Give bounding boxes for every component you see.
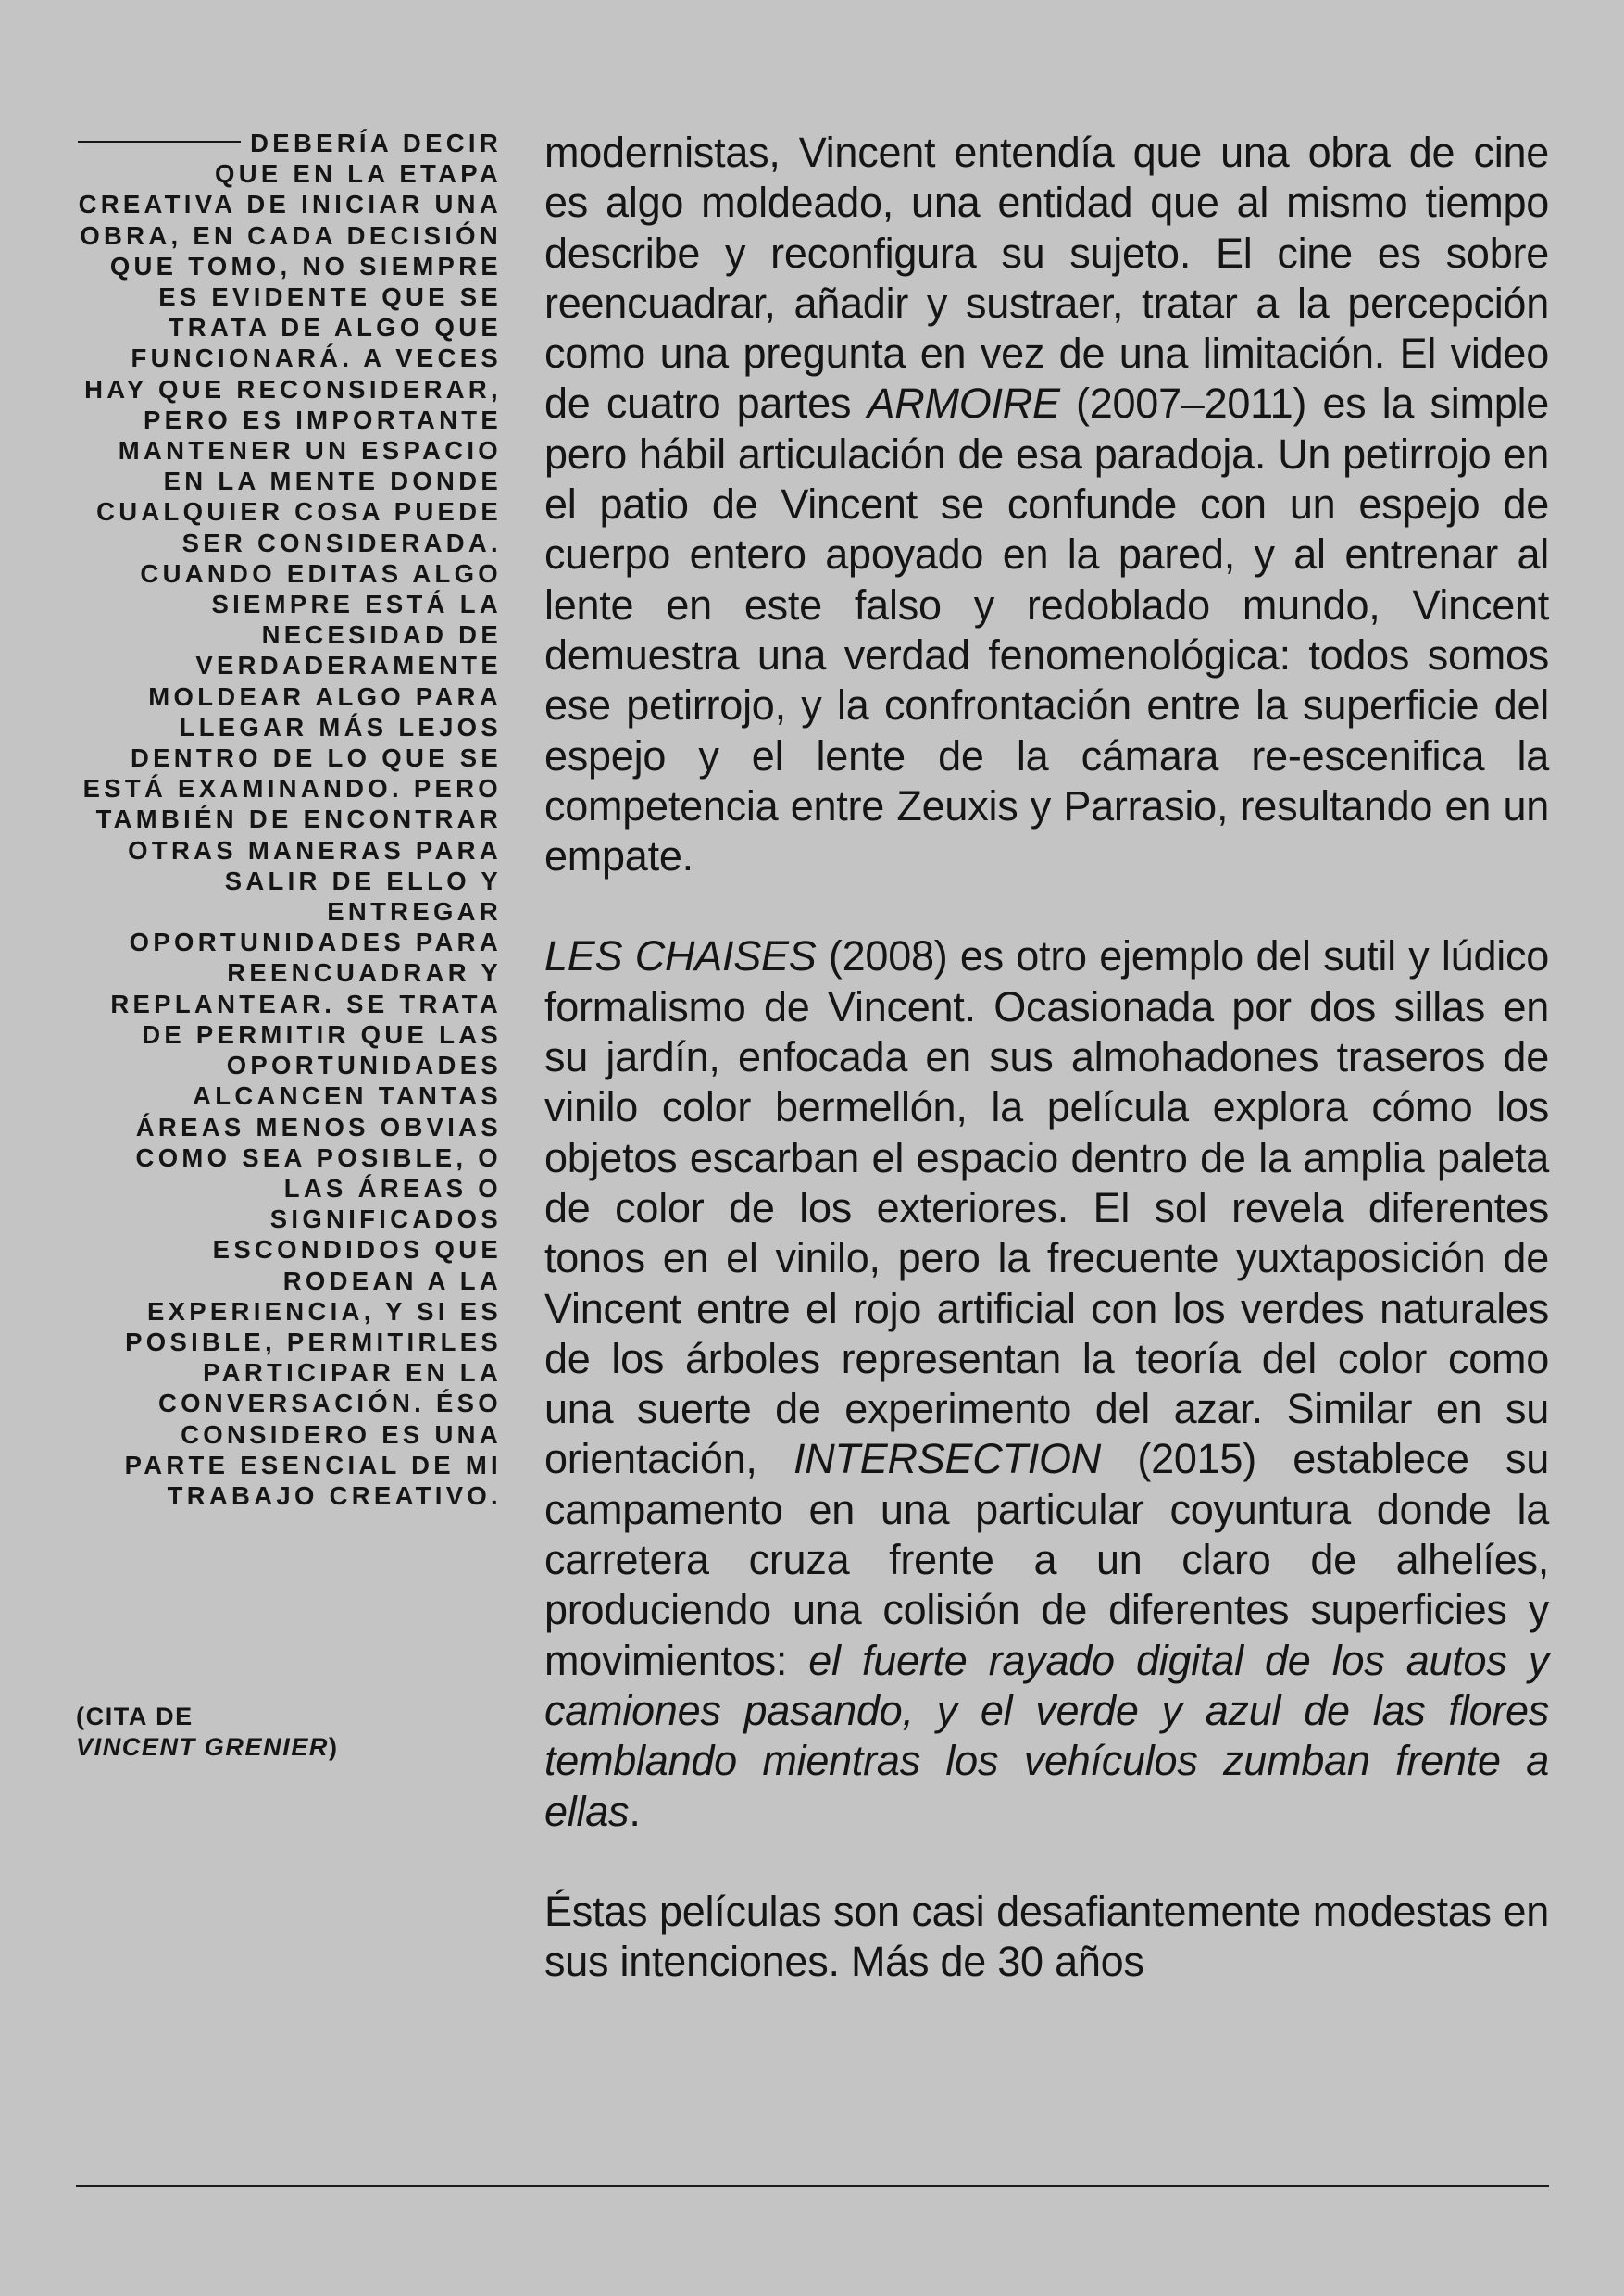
italic-run: INTERSECTION	[793, 1435, 1102, 1483]
italic-run: el fuerte rayado digital de los autos y camiones pasando, y el verde y azul de las flores temblando mientras los vehículos zumban frente a ellas	[544, 1636, 1549, 1835]
quote-citation	[76, 1702, 502, 1763]
body-text	[544, 128, 1549, 2037]
italic-run: LES CHAISES	[544, 932, 817, 980]
quote-dash	[78, 141, 241, 143]
paragraph-3	[544, 1887, 1549, 1988]
citation-name: VINCENT GRENIER	[76, 1733, 330, 1761]
citation-prefix: (CITA DE	[76, 1703, 194, 1730]
quote-text: DEBERÍA DECIR QUE EN LA ETAPA CREATIVA DE INICIAR UNA OBRA, EN CADA DECISIÓN QUE TOMO, NO SIEMPRE ES EVIDENTE QUE SE TRATA DE ALGO QUE FUNCIONARÁ. A VECES HAY QUE RECONSIDERAR, PERO ES IMPORTANTE MANTENER UN ESPACIO EN LA MENTE DONDE CUALQUIER COSA PUEDE SER CONSIDERADA. CUANDO EDITAS ALGO SIEMPRE ESTÁ LA NECESIDAD DE VERDADERAMENTE MOLDEAR ALGO PARA LLEGAR MÁS LEJOS DENTRO DE LO QUE SE ESTÁ EXAMINANDO. PERO TAMBIÉN DE ENCONTRAR OTRAS MANERAS PARA SALIR DE ELLO Y ENTREGAR OPORTUNIDADES PARA REENCUADRAR Y REPLANTEAR. SE TRATA DE PERMITIR QUE LAS OPORTUNIDADES ALCANCEN TANTAS ÁREAS MENOS OBVIAS COMO SEA POSIBLE, O LAS ÁREAS O SIGNIFICADOS ESCONDIDOS QUE RODEAN A LA EXPERIENCIA, Y SI ES POSIBLE, PERMITIRLES PARTICIPAR EN LA CONVERSACIÓN. ÉSO CONSIDERO ES UNA PARTE ESENCIAL DE MI TRABAJO CREATIVO.	[78, 129, 502, 1510]
footer-rule	[76, 2185, 1549, 2187]
text-run: (2008) es otro ejemplo del sutil y lúdico formalismo de Vincent. Ocasionada por dos sillas en su jardín, enfocada en sus almohadones traseros de vinilo color bermellón, la película explora cómo los objetos escarban el espacio dentro de la amplia paleta de color de los exteriores. El sol revela diferentes tonos en el vinilo, pero la frecuente yuxtaposición de Vincent entre el rojo artificial con los verdes naturales de los árboles representan la teoría del color como una suerte de experimento del azar. Similar en su orientación,	[544, 932, 1550, 1483]
text-run: (2015) establece su campamento en una particular coyuntura donde la carretera cruza frente a un claro de alhelíes, produciendo una colisión de diferentes superficies y movimientos:	[544, 1435, 1549, 1684]
sidebar-quote	[76, 128, 502, 1511]
text-run: (2007–2011) es la simple pero hábil articulación de esa paradoja. Un petirrojo en el patio de Vincent se confunde con un espejo de cuerpo entero apoyado en la pared, y al entrenar al lente en este falso y redoblado mundo, Vincent demuestra una verdad fenomenológica: todos somos ese petirrojo, y la confrontación entre la superficie del espejo y el lente de la cámara re-escenifica la competencia entre Zeuxis y Parrasio, resultando en un empate.	[544, 380, 1550, 880]
citation-suffix: )	[329, 1733, 339, 1761]
italic-run: ARMOIRE	[867, 380, 1060, 428]
paragraph-1	[544, 128, 1549, 881]
text-run: Éstas películas son casi desafiantemente modestas en sus intenciones. Más de 30 años	[544, 1887, 1549, 1986]
text-run: .	[629, 1787, 641, 1835]
paragraph-2	[544, 931, 1549, 1836]
text-run: modernistas, Vincent entendía que una obra de cine es algo moldeado, una entidad que al mismo tiempo describe y reconfigura su sujeto. El cine es sobre reencuadrar, añadir y sustraer, tratar a la percepción como una pregunta en vez de una limitación. El video de cuatro partes	[544, 129, 1549, 428]
